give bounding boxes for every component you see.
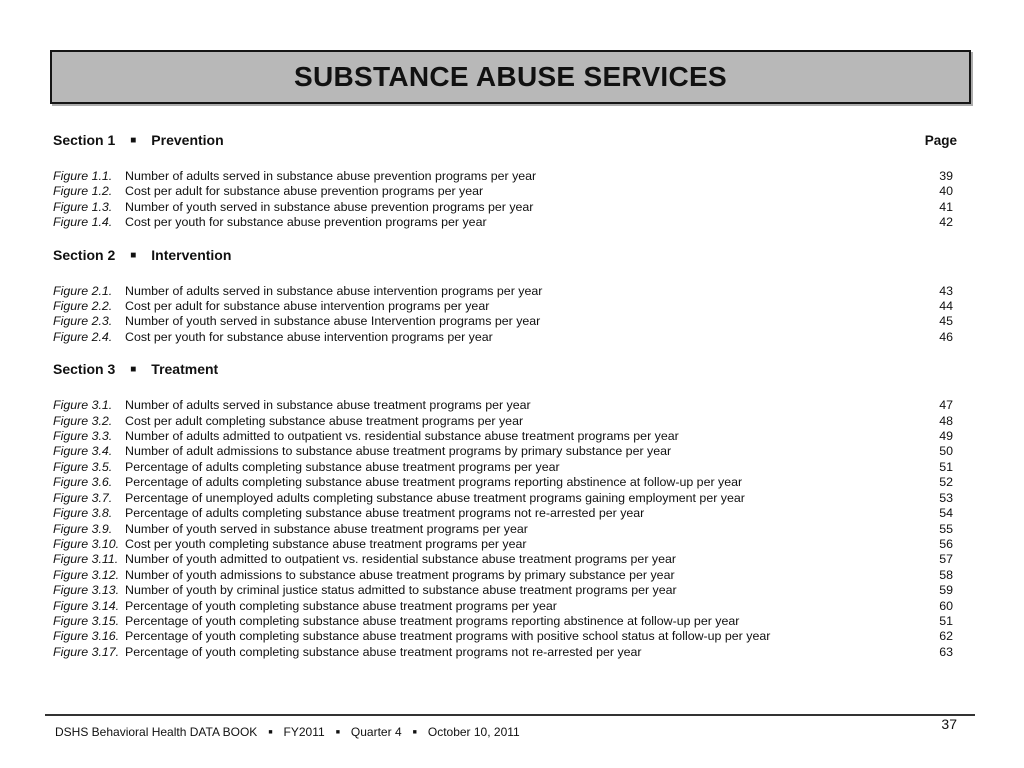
figure-title: Cost per youth completing substance abuse treatment programs per year <box>125 536 527 551</box>
figure-label: Figure 3.8. <box>53 506 113 521</box>
square-bullet-icon: ■ <box>130 364 137 376</box>
table-of-contents <box>53 132 957 676</box>
figure-title: Number of adults admitted to outpatient vs. residential substance abuse treatment programs per year <box>125 429 679 444</box>
figure-page-number: 51 <box>939 459 953 474</box>
figure-title: Number of youth served in substance abuse prevention programs per year <box>125 199 534 214</box>
toc-entry <box>53 398 957 413</box>
toc-entry <box>53 475 957 490</box>
figure-page-number: 60 <box>939 598 953 613</box>
section-header <box>53 132 957 149</box>
figure-title: Number of youth served in substance abuse Intervention programs per year <box>125 314 541 329</box>
toc-entry <box>53 491 957 506</box>
figure-title: Number of youth admissions to substance abuse treatment programs by primary substance per year <box>125 567 675 582</box>
figure-title: Percentage of adults completing substance abuse treatment programs per year <box>125 459 560 474</box>
figure-label: Figure 3.17. <box>53 644 120 659</box>
square-bullet-icon: ■ <box>130 249 137 261</box>
page-number: 37 <box>941 716 957 732</box>
toc-entry <box>53 506 957 521</box>
figure-page-number: 45 <box>939 314 953 329</box>
figure-label: Figure 3.7. <box>53 490 113 505</box>
figure-title: Number of youth served in substance abuse treatment programs per year <box>125 521 528 536</box>
figure-label: Figure 3.2. <box>53 413 113 428</box>
figure-label: Figure 3.9. <box>53 521 113 536</box>
figure-title: Number of adult admissions to substance abuse treatment programs by primary substance per year <box>125 444 672 459</box>
section-header <box>53 247 957 264</box>
figure-title: Cost per youth for substance abuse prevention programs per year <box>125 215 487 230</box>
figure-label: Figure 3.13. <box>53 583 120 598</box>
square-separator-icon: ■ <box>268 729 273 736</box>
figure-label: Figure 3.4. <box>53 444 113 459</box>
figure-page-number: 56 <box>939 536 953 551</box>
toc-entry <box>53 200 957 215</box>
figure-page-number: 39 <box>939 169 953 183</box>
toc-section <box>53 132 957 231</box>
toc-entry <box>53 614 957 629</box>
figure-title: Percentage of youth completing substance abuse treatment programs reporting abstinence at follow-up per year <box>125 613 740 628</box>
section-name: Treatment <box>151 361 219 378</box>
toc-entry <box>53 583 957 598</box>
section-label: Section 3 <box>53 361 116 378</box>
toc-entry <box>53 414 957 429</box>
footer-divider <box>45 714 975 716</box>
toc-entry <box>53 184 957 199</box>
figure-title: Number of youth admitted to outpatient vs. residential substance abuse treatment programs per year <box>125 552 676 567</box>
figure-title: Percentage of youth completing substance abuse treatment programs with positive school status at follow-up per year <box>125 629 771 644</box>
figure-title: Percentage of youth completing substance abuse treatment programs not re-arrested per year <box>125 644 642 659</box>
figure-page-number: 41 <box>939 199 953 214</box>
footer <box>55 725 520 740</box>
footer-item: October 10, 2011 <box>427 725 520 739</box>
figure-page-number: 40 <box>939 184 953 199</box>
figure-title: Cost per adult completing substance abuse treatment programs per year <box>125 413 524 428</box>
toc-section <box>53 247 957 346</box>
figure-title: Percentage of youth completing substance abuse treatment programs per year <box>125 598 557 613</box>
figure-page-number: 47 <box>939 398 953 413</box>
figure-label: Figure 3.16. <box>53 629 120 644</box>
section-label: Section 1 <box>53 132 116 148</box>
square-separator-icon: ■ <box>335 729 340 736</box>
figure-page-number: 62 <box>939 629 953 644</box>
square-bullet-icon: ■ <box>130 135 137 146</box>
figure-label: Figure 3.11. <box>53 552 119 567</box>
toc-entry <box>53 599 957 614</box>
figure-label: Figure 3.10. <box>53 536 120 551</box>
page-column-header: Page <box>924 133 957 148</box>
figure-page-number: 58 <box>939 567 953 582</box>
figure-label: Figure 1.4. <box>53 215 113 230</box>
figure-label: Figure 1.1. <box>53 169 113 183</box>
toc-entry <box>53 568 957 583</box>
figure-label: Figure 2.2. <box>53 299 113 314</box>
figure-label: Figure 3.1. <box>53 398 113 413</box>
figure-page-number: 63 <box>939 644 953 659</box>
toc-entry <box>53 522 957 537</box>
figure-page-number: 43 <box>939 283 953 298</box>
figure-label: Figure 2.1. <box>53 283 113 298</box>
footer-item: DSHS Behavioral Health DATA BOOK <box>55 725 258 739</box>
figure-page-number: 52 <box>939 475 953 490</box>
footer-item: FY2011 <box>283 725 325 739</box>
toc-entry <box>53 330 957 345</box>
figure-page-number: 55 <box>939 521 953 536</box>
toc-entry <box>53 169 957 184</box>
toc-entry <box>53 645 957 660</box>
figure-page-number: 51 <box>939 613 953 628</box>
figure-label: Figure 3.6. <box>53 475 113 490</box>
toc-entry <box>53 299 957 314</box>
figure-page-number: 44 <box>939 299 953 314</box>
section-entries <box>53 169 957 231</box>
figure-page-number: 42 <box>939 215 953 230</box>
section-name: Intervention <box>151 246 232 263</box>
toc-section <box>53 361 957 660</box>
section-name: Prevention <box>151 132 224 148</box>
toc-entry <box>53 460 957 475</box>
section-header <box>53 361 957 378</box>
figure-title: Number of adults served in substance abuse intervention programs per year <box>125 283 543 298</box>
toc-entry <box>53 284 957 299</box>
figure-label: Figure 3.3. <box>53 429 113 444</box>
figure-label: Figure 3.14. <box>53 598 120 613</box>
figure-page-number: 57 <box>939 552 953 567</box>
section-entries <box>53 284 957 346</box>
figure-label: Figure 1.2. <box>53 184 113 199</box>
figure-title: Cost per adult for substance abuse intervention programs per year <box>125 299 490 314</box>
figure-title: Percentage of unemployed adults completing substance abuse treatment programs gaining employment per year <box>125 490 745 505</box>
figure-title: Percentage of adults completing substance abuse treatment programs not re-arrested per year <box>125 506 645 521</box>
figure-label: Figure 3.15. <box>53 613 120 628</box>
figure-title: Number of adults served in substance abuse prevention programs per year <box>125 169 537 183</box>
section-label: Section 2 <box>53 246 116 263</box>
figure-page-number: 54 <box>939 506 953 521</box>
figure-title: Cost per youth for substance abuse intervention programs per year <box>125 329 493 344</box>
figure-label: Figure 3.5. <box>53 459 113 474</box>
figure-page-number: 46 <box>939 329 953 344</box>
section-entries <box>53 398 957 660</box>
toc-entry <box>53 314 957 329</box>
title-banner <box>50 50 971 104</box>
footer-item: Quarter 4 <box>350 725 402 739</box>
figure-title: Percentage of adults completing substance abuse treatment programs reporting abstinence at follow-up per year <box>125 475 743 490</box>
figure-page-number: 49 <box>939 429 953 444</box>
figure-page-number: 59 <box>939 583 953 598</box>
toc-entry <box>53 444 957 459</box>
figure-title: Number of adults served in substance abuse treatment programs per year <box>125 398 531 413</box>
figure-label: Figure 3.12. <box>53 567 120 582</box>
square-separator-icon: ■ <box>412 729 417 736</box>
toc-entry <box>53 215 957 230</box>
figure-page-number: 53 <box>939 490 953 505</box>
figure-page-number: 50 <box>939 444 953 459</box>
toc-entry <box>53 552 957 567</box>
toc-entry <box>53 537 957 552</box>
figure-label: Figure 2.3. <box>53 314 113 329</box>
page-title: SUBSTANCE ABUSE SERVICES <box>294 61 727 92</box>
figure-page-number: 48 <box>939 413 953 428</box>
figure-title: Cost per adult for substance abuse prevention programs per year <box>125 184 484 199</box>
figure-label: Figure 2.4. <box>53 329 113 344</box>
toc-entry <box>53 629 957 644</box>
figure-title: Number of youth by criminal justice status admitted to substance abuse treatment programs per year <box>125 583 677 598</box>
figure-label: Figure 1.3. <box>53 199 113 214</box>
toc-entry <box>53 429 957 444</box>
